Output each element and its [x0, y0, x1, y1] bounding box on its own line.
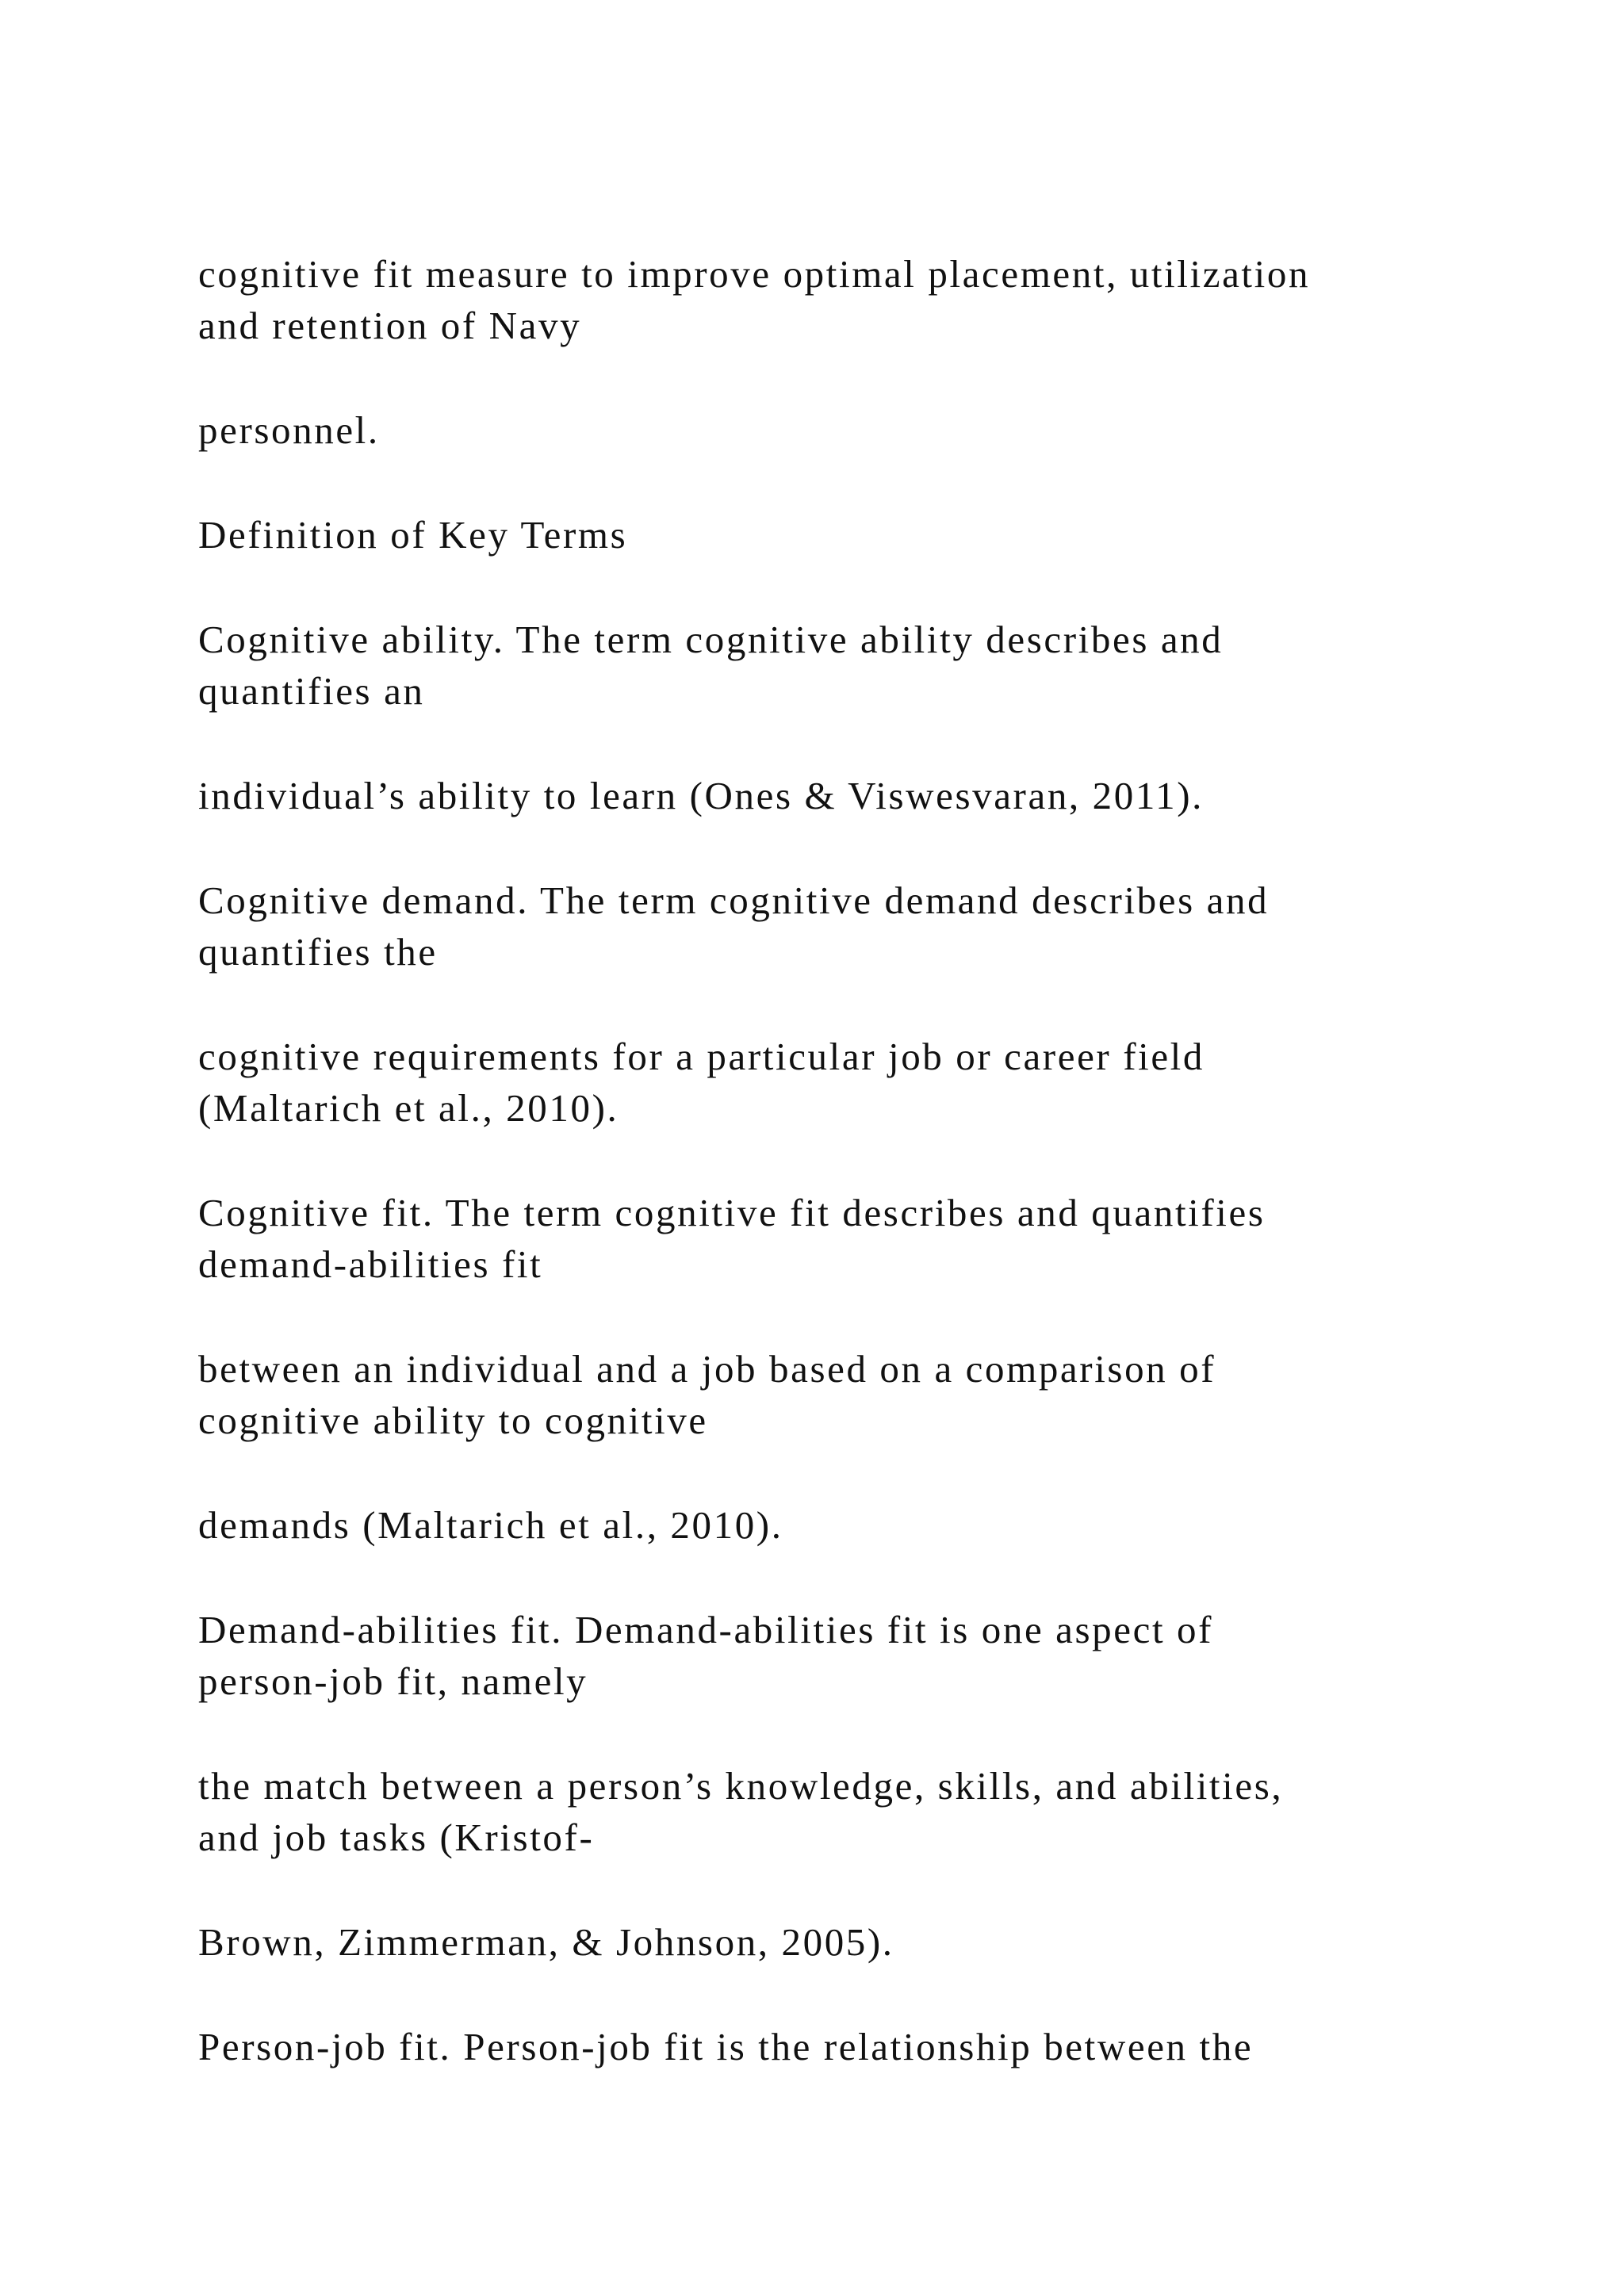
term-cognitive-ability: [198, 614, 1546, 717]
text-line: individual’s ability to learn (Ones & Viswesvaran, 2011).: [198, 774, 1204, 817]
text-line: Cognitive fit. The term cognitive fit describes and quantifies: [198, 1191, 1266, 1234]
section-heading-text: Definition of Key Terms: [198, 513, 628, 557]
term-cognitive-fit-continuation: [198, 1343, 1546, 1446]
paragraph-intro-continuation: [198, 248, 1546, 351]
text-line: (Maltarich et al., 2010).: [198, 1086, 619, 1130]
term-demand-abilities-fit-continuation: [198, 1760, 1546, 1863]
term-person-job-fit: [198, 2021, 1546, 2072]
text-line: cognitive requirements for a particular job or career field: [198, 1035, 1205, 1078]
text-line: Brown, Zimmerman, & Johnson, 2005).: [198, 1920, 894, 1964]
term-cognitive-demand: [198, 874, 1546, 978]
text-line: cognitive ability to cognitive: [198, 1399, 708, 1442]
text-line: Person-job fit. Person-job fit is the relationship between the: [198, 2025, 1254, 2068]
text-line: cognitive fit measure to improve optimal placement, utilization: [198, 252, 1311, 296]
text-line: personnel.: [198, 408, 380, 452]
text-line: Demand-abilities fit. Demand-abilities fit is one aspect of: [198, 1608, 1214, 1651]
term-cognitive-fit-citation: [198, 1499, 1546, 1551]
term-cognitive-fit: [198, 1187, 1546, 1290]
term-cognitive-demand-continuation: [198, 1031, 1546, 1134]
text-line: demand-abilities fit: [198, 1242, 543, 1286]
text-line: and job tasks (Kristof-: [198, 1816, 595, 1859]
text-line: quantifies an: [198, 669, 425, 713]
paragraph-personnel: [198, 404, 1546, 456]
term-demand-abilities-fit-citation: [198, 1916, 1546, 1968]
text-line: the match between a person’s knowledge, skills, and abilities,: [198, 1764, 1284, 1808]
term-demand-abilities-fit: [198, 1604, 1546, 1707]
text-line: between an individual and a job based on a comparison of: [198, 1347, 1216, 1391]
term-cognitive-ability-continuation: [198, 770, 1546, 821]
text-line: and retention of Navy: [198, 304, 582, 347]
text-line: quantifies the: [198, 930, 438, 974]
text-line: person-job fit, namely: [198, 1659, 588, 1703]
text-line: demands (Maltarich et al., 2010).: [198, 1503, 783, 1547]
text-line: Cognitive ability. The term cognitive ability describes and: [198, 618, 1224, 661]
document-body: [198, 248, 1546, 2126]
text-line: Cognitive demand. The term cognitive demand describes and: [198, 878, 1270, 922]
section-heading: [198, 509, 1546, 561]
